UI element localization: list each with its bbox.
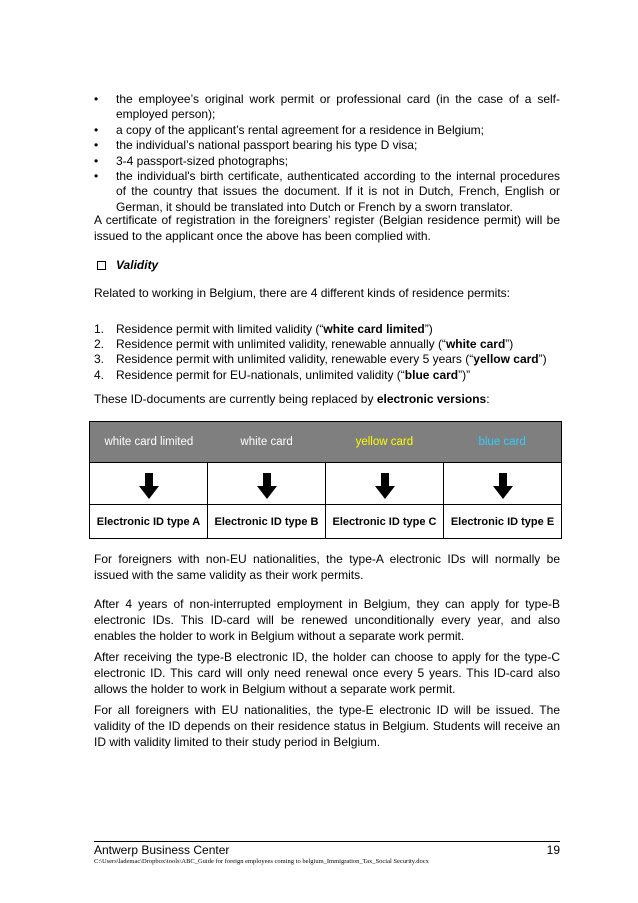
section-title: Validity (116, 258, 159, 272)
footer-divider (94, 841, 560, 842)
bullet-icon: • (94, 122, 99, 137)
checkbox-bullet-icon (97, 261, 106, 270)
table-header-row (90, 422, 561, 462)
electronic-id-table (89, 421, 562, 539)
footer-company: Antwerp Business Center (94, 843, 230, 857)
bullet-icon: • (94, 169, 99, 184)
bullet-icon: • (94, 138, 99, 153)
list-item: • a copy of the applicant’s rental agreement for a residence in Belgium; (94, 122, 484, 137)
header-white-card: white card (240, 436, 293, 448)
list-item: 3. Residence permit with unlimited validity, renewable every 5 years (“yellow card”) (94, 352, 547, 367)
type-b-cell: Electronic ID type B (207, 505, 325, 539)
list-item: 1. Residence permit with limited validity (“white card limited”) (94, 322, 433, 336)
permit-types-list (94, 322, 574, 383)
certificate-paragraph: A certificate of registration in the foreigners’ register (Belgian residence permit) will be issued to the applicant once the above has been complied with. (94, 213, 560, 244)
type-c-cell: Electronic ID type C (325, 505, 443, 539)
list-item: • the individual's birth certificate, authenticated according to the internal procedures of the country that issues the document. If it is not in Dutch, French, English or German, it should be translated into Dutch or French by a sworn translator. (94, 169, 560, 214)
type-b-paragraph: After 4 years of non-interrupted employment in Belgium, they can apply for type-B electronic IDs. This ID-card will be renewed unconditionally every year, and also enables the holder to work in Belgium without a separate work permit. (94, 597, 560, 644)
type-a-cell: Electronic ID type A (96, 516, 201, 528)
header-blue-card: blue card (478, 436, 526, 448)
header-white-card-limited: white card limited (104, 436, 194, 448)
table-type-row (90, 504, 561, 539)
replacement-note: These ID-documents are currently being replaced by electronic versions: (94, 392, 490, 406)
down-arrow-icon (257, 473, 277, 499)
type-a-paragraph: For foreigners with non-EU nationalities, the type-A electronic IDs will normally be issued with the same validity as their work permits. (94, 552, 560, 583)
page-number: 19 (546, 843, 560, 857)
type-c-paragraph: After receiving the type-B electronic ID, the holder can choose to apply for the type-C electronic ID. This card will only need renewal once every 5 years. This ID-card also allows the holder to work in Belgium without a separate work permit. (94, 650, 560, 697)
list-item: 2. Residence permit with unlimited validity, renewable annually (“white card”) (94, 337, 514, 352)
bullet-icon: • (94, 92, 99, 106)
header-yellow-card: yellow card (355, 436, 414, 448)
type-e-cell: Electronic ID type E (443, 505, 561, 539)
list-item: • the employee’s original work permit or professional card (in the case of a self-employed person); (94, 92, 560, 122)
permits-intro: Related to working in Belgium, there are 4 different kinds of residence permits: (94, 286, 510, 300)
list-item: 4. Residence permit for EU-nationals, unlimited validity (“blue card”)” (94, 367, 471, 382)
bullet-icon: • (94, 153, 99, 168)
list-item: • the individual’s national passport bearing his type D visa; (94, 138, 418, 153)
type-e-paragraph: For all foreigners with EU nationalities, the type-E electronic ID will be issued. The validity of the ID depends on their residence status in Belgium. Students will receive an ID with validity limited to their study period in Belgium. (94, 703, 560, 750)
footer-file-path: C:\Users\lademac\Dropbox\tools\ABC_Guide for foreign employees coming to belgium_Immigration_Tax_Social Security.docx (94, 858, 429, 865)
document-requirements-list (94, 92, 560, 215)
down-arrow-icon (493, 473, 513, 499)
list-item: • 3-4 passport-sized photographs; (94, 153, 289, 168)
down-arrow-icon (139, 473, 159, 499)
down-arrow-icon (375, 473, 395, 499)
section-heading-validity (94, 258, 560, 276)
table-arrow-row (90, 462, 561, 505)
